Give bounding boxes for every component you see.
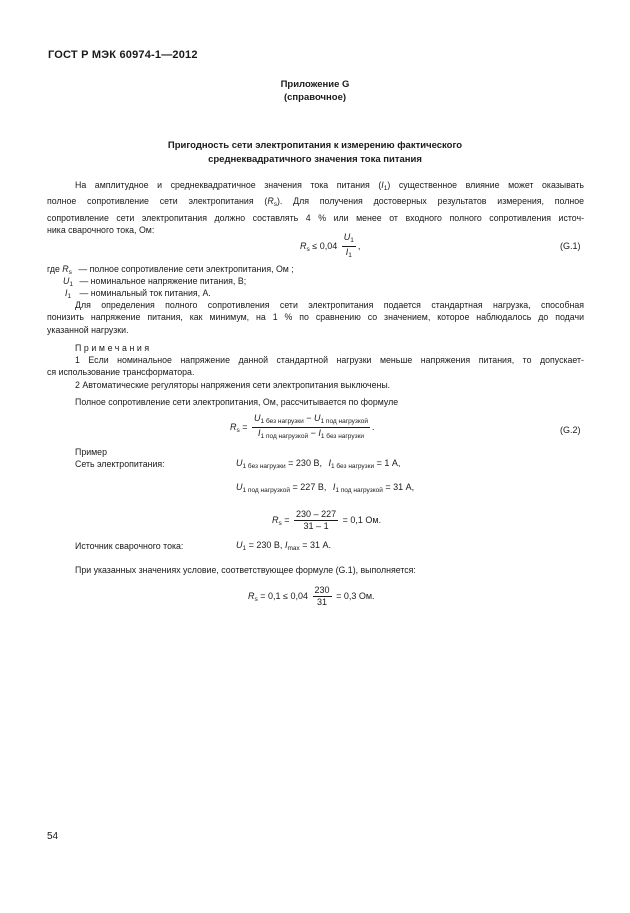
section-heading-line1: Пригодность сети электропитания к измерению фактического [167,140,463,151]
annex-subtitle: (справочное) [283,92,347,103]
example-load-values: $U_{1 под нагрузкой} = 227$ В, $I_{1 под нагрузкой} = 31$ А, [236,482,415,494]
annex-title: Приложение G [280,79,350,90]
load-paragraph: Для определения полного сопротивления сети электропитания подается стандартная нагрузка, способная понизить напряжение питания, как минимум, на 1 % по сравнению со значением, которое наблюдалось до подачи указанной нагрузки. [47,300,584,335]
where-item-rs: где $R_s$ — полное сопротивление сети электропитания, Ом ; [47,264,294,276]
where-item-u1: $U_1$ — номинальное напряжение питания, В; [63,276,247,288]
example-source-values: $U_1 = 230$ В, $I_{max} = 31$ А. [236,540,332,552]
notes-body: 1 Если номинальное напряжение данной стандартной нагрузки меньше напряжения питания, то допускает- ся использование трансформатора. 2 Автоматические регуляторы напряжения сети электропитания выключены. [47,355,584,390]
example-supply-label: Сеть электропитания: [75,459,165,469]
document-header: ГОСТ Р МЭК 60974-1—2012 [48,49,198,61]
section-heading-line2: среднеквадратичного значения тока питания [208,154,422,165]
where-item-i1: $I_1$ — номинальный ток питания, А. [65,288,211,300]
example-title: Пример [75,447,107,457]
equation-number-g2: (G.2) [560,425,581,435]
equation-g1: $R_s \le 0,04$ $\frac{U_1}{I_1}$ , [300,232,361,259]
example-source-label: Источник сварочного тока: [75,541,184,551]
formula-intro: Полное сопротивление сети электропитания, Ом, рассчитывается по формуле [75,397,399,407]
intro-paragraph: На амплитудное и среднеквадратичное значения тока питания $(I_1)$ существенное влияние может оказывать полное сопротивление сети электропитания $(R_s)$. Для получения достоверных результатов измерения, полное сопротивление сети электропитания должно составлять 4 % или менее от входного полного сопротивления источ- ника сварочного тока, Ом: [47,180,584,236]
example-noload-values: $U_{1 без нагрузки} = 230$ В, $I_{1 без нагрузки} = 1$ А, [236,458,401,470]
equation-number-g1: (G.1) [560,241,581,251]
page-number: 54 [47,831,59,842]
equation-result: $R_s = 0,1 \le 0,04$ $\frac{230}{31}$ = 0,3 Ом. [248,585,375,607]
notes-title: Примечания [75,343,152,353]
conclusion-text: При указанных значениях условие, соответствующее формуле (G.1), выполняется: [75,565,416,575]
example-calculation: $R_s$ = $\frac{230 - 227}{31 - 1}$ = 0,1 Ом. [272,509,382,531]
equation-g2: $R_s$ = $\frac{U_{1 без нагрузки} - U_{1 под нагрузкой}}{I_{1 под нагрузкой} - I_{1 без нагрузки}}$ . [230,413,375,440]
